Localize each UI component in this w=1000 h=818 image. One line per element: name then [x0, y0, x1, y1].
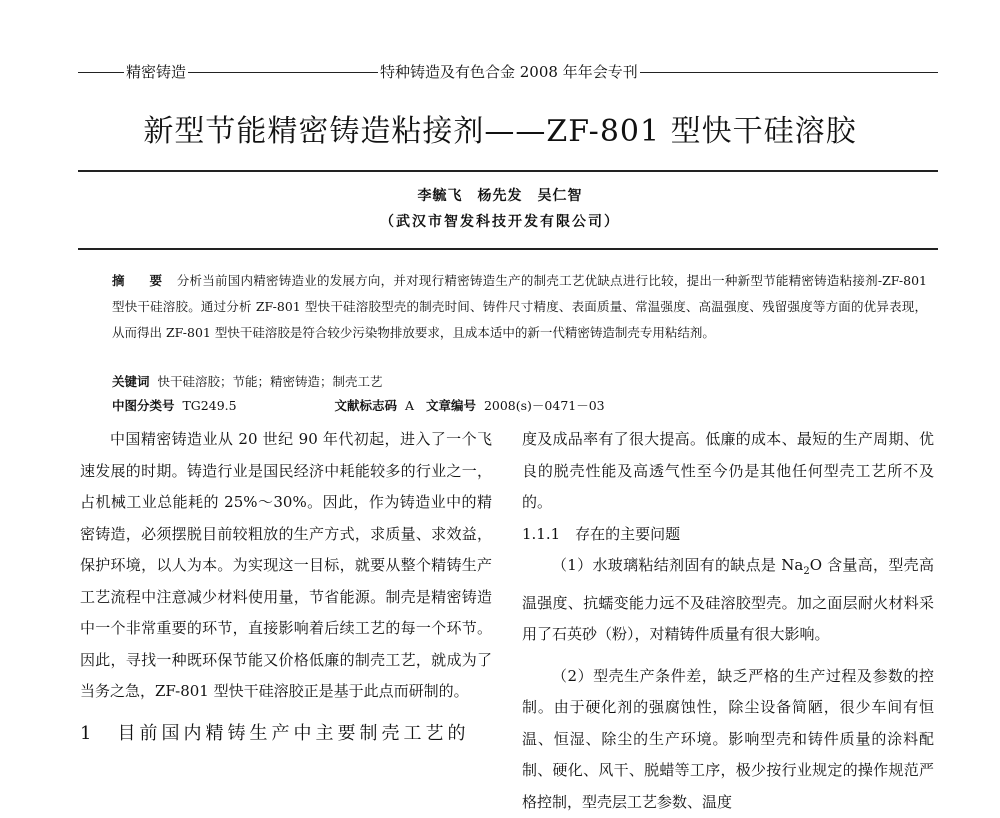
article-no-value: 2008(s)－0471－03: [484, 398, 605, 413]
keywords-label: 关键词: [112, 374, 150, 389]
abstract-label: 摘 要: [112, 273, 168, 288]
affiliation-rule: [78, 248, 938, 250]
problem-item-2: （2）型壳生产条件差，缺乏严格的生产过程及参数的控制。由于硬化剂的强腐蚀性，除尘设备简陋，很少车间有恒温、恒湿、除尘的生产环境。影响型壳和铸件质量的涂料配制、硬化、风干、脱蜡等工序，极少按行业规定的操作规范严格控制，型壳层工艺参数、温度: [522, 661, 934, 818]
continued-paragraph: 度及成品率有了很大提高。低廉的成本、最短的生产周期、优良的脱壳性能及高透气性至今仍是其他任何型壳工艺所不及的。: [522, 424, 934, 519]
title-rule: [78, 170, 938, 172]
header-journal-label: 特种铸造及有色合金 2008 年年会专刊: [378, 60, 640, 84]
article-no-label: 文章编号: [426, 398, 476, 413]
keywords-text: 快干硅溶胶；节能；精密铸造；制壳工艺: [157, 374, 382, 389]
right-column: [522, 424, 934, 818]
abstract-text: 分析当前国内精密铸造业的发展方向，并对现行精密铸造生产的制壳工艺优缺点进行比较，提出一种新型节能精密铸造粘接剂-ZF-801 型快干硅溶胶。通过分析 ZF-801 型快干硅溶胶型壳的制壳时间、铸件尺寸精度、表面质量、常温强度、高温强度、残留强度等方面的优异表现，从而得出 ZF-801 型快干硅溶胶是符合较少污染物排放要求，且成本适中的新一代精密铸造制壳专用粘结剂。: [112, 273, 927, 340]
doc-code-label: 文献标志码: [335, 398, 398, 413]
intro-paragraph: 中国精密铸造业从 20 世纪 90 年代初起，进入了一个飞速发展的时期。铸造行业是国民经济中耗能较多的行业之一，占机械工业总能耗的 25%～30%。因此，作为铸造业中的精密铸造，必须摆脱目前较粗放的生产方式，求质量、求效益，保护环境，以人为本。为实现这一目标，就要从整个精铸生产工艺流程中注意减少材料使用量，节省能源。制壳是精密铸造中一个非常重要的环节，直接影响着后续工艺的每一个环节。因此，寻找一种既环保节能又价格低廉的制壳工艺，就成为了当务之急，ZF-801 型快干硅溶胶正是基于此点而研制的。: [80, 424, 492, 708]
classification-line: [112, 396, 927, 416]
left-column: [80, 424, 492, 749]
doc-code-value: A: [405, 398, 414, 413]
subsection-heading: 1.1.1 存在的主要问题: [522, 519, 934, 551]
clc-label: 中图分类号: [112, 398, 175, 413]
affiliation: （武汉市智发科技开发有限公司）: [0, 212, 1000, 232]
clc-value: TG249.5: [182, 398, 236, 413]
header-section-label: 精密铸造: [124, 60, 188, 84]
problem-item-1: （1）水玻璃粘结剂固有的缺点是 $Na_2O$ 含量高，型壳高温强度、抗蠕变能力远不及硅溶胶型壳。加之面层耐火材料采用了石英砂（粉），对精铸件质量有很大影响。: [522, 550, 934, 651]
keywords: [112, 372, 927, 392]
section-heading-1: 1 目前国内精铸生产中主要制壳工艺的: [80, 718, 492, 750]
running-header: [78, 60, 938, 84]
authors: 李毓飞 杨先发 吴仁智: [0, 186, 1000, 206]
abstract: [112, 268, 927, 346]
paper-title: 新型节能精密铸造粘接剂——ZF-801 型快干硅溶胶: [0, 112, 1000, 152]
